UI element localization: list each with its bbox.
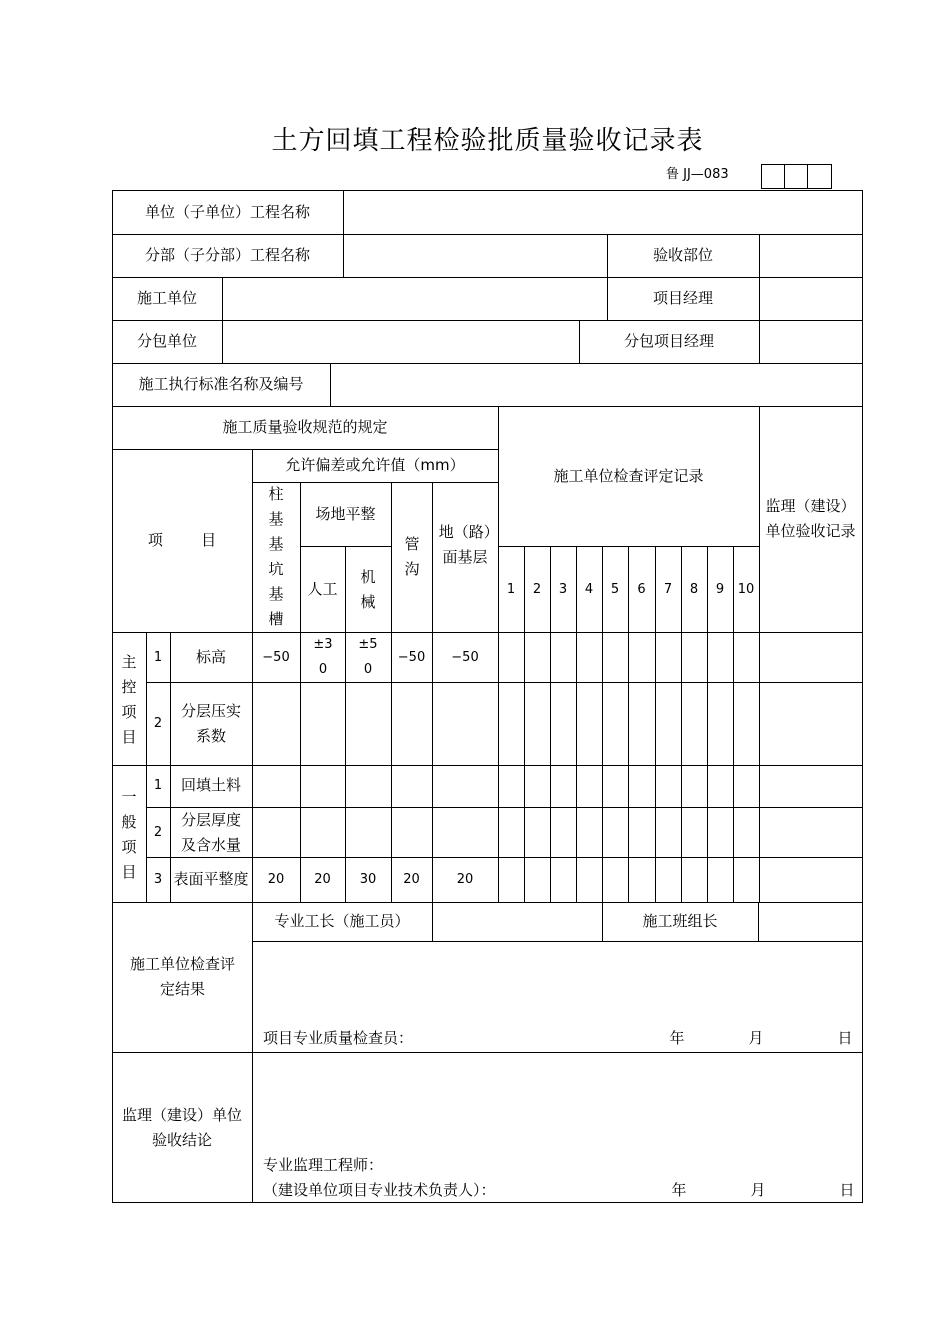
allowed-deviation-header: 允许偏差或允许值（mm） (285, 456, 465, 474)
project-manager-label: 项目经理 (652, 289, 713, 307)
day-label: 日 (839, 1181, 855, 1199)
unit-project-name-field[interactable] (344, 191, 862, 234)
acceptance-part-label: 验收部位 (652, 246, 713, 264)
row-number: 1 (153, 650, 163, 665)
check-col-number: 4 (584, 582, 594, 597)
value-cell: 20 (403, 872, 420, 887)
check-col-number: 8 (689, 582, 699, 597)
check-col-number: 6 (637, 582, 646, 597)
col-ground-header: 地（路）面基层 (438, 523, 492, 566)
value-cell: −50 (397, 650, 426, 665)
month-label: 月 (748, 1029, 764, 1047)
check-record-header: 施工单位检查评定记录 (553, 467, 704, 485)
year-label: 年 (671, 1181, 687, 1199)
construction-unit-field[interactable] (223, 278, 607, 320)
col-manual-header: 人工 (307, 580, 338, 598)
check-col-number: 9 (715, 582, 725, 597)
engineer-label: 专业监理工程师： (263, 1156, 384, 1174)
quality-spec-header: 施工质量验收规范的规定 (222, 418, 388, 436)
value-cell: 20 (267, 872, 285, 887)
general-items-label: 一般项目 (121, 788, 137, 881)
check-result-label: 施工单位检查评定结果 (130, 955, 236, 998)
supervision-record-header: 监理（建设）单位验收记录 (765, 497, 856, 540)
item-header: 项 目 (147, 531, 217, 549)
check-col-number: 2 (532, 582, 542, 597)
team-leader-label: 施工班组长 (642, 912, 718, 930)
unit-project-name-label: 单位（子单位）工程名称 (144, 203, 310, 221)
conclusion-label: 监理（建设）单位验收结论 (121, 1106, 242, 1149)
row-name: 回填土料 (180, 776, 241, 794)
row-name: 标高 (195, 648, 226, 666)
check-col-number: 3 (558, 582, 568, 597)
standard-name-label: 施工执行标准名称及编号 (138, 375, 304, 393)
value-cell: −50 (451, 650, 479, 665)
division-project-name-label: 分部（子分部）工程名称 (144, 246, 310, 264)
check-col-number: 1 (506, 582, 516, 597)
col-pipe-header: 管沟 (404, 535, 420, 578)
row-number: 2 (153, 825, 163, 840)
subcontract-project-manager-label: 分包项目经理 (623, 332, 714, 350)
subcontract-project-manager-field[interactable] (760, 321, 862, 363)
row-name: 分层压实系数 (180, 702, 241, 745)
month-label: 月 (750, 1181, 766, 1199)
col-machine-header: 机械 (360, 568, 376, 611)
row-number: 2 (153, 716, 163, 731)
page-title: 土方回填工程检验批质量验收记录表 (271, 126, 704, 156)
year-label: 年 (669, 1029, 685, 1047)
check-col-number: 5 (610, 582, 620, 597)
foreman-label: 专业工长（施工员） (274, 912, 410, 930)
standard-name-field[interactable] (331, 364, 862, 406)
col-pile-header: 柱基基坑基槽 (268, 485, 284, 628)
value-cell: −50 (262, 650, 290, 665)
division-project-name-field[interactable] (344, 235, 607, 277)
col-site-header: 场地平整 (315, 505, 376, 523)
subcontract-unit-label: 分包单位 (136, 332, 197, 350)
row-number: 3 (153, 872, 163, 887)
check-col-number: 10 (737, 582, 755, 597)
value-cell: 30 (359, 872, 377, 887)
value-cell: ±50 (358, 637, 378, 677)
main-items-label: 主控项目 (121, 653, 137, 746)
row-name: 分层厚度及含水量 (180, 811, 241, 854)
value-cell: 20 (314, 872, 331, 887)
team-leader-field[interactable] (759, 903, 862, 941)
row-number: 1 (153, 778, 163, 793)
inspector-label: 项目专业质量检查员： (263, 1029, 414, 1047)
form-code: 鲁 JJ—083 (666, 167, 729, 182)
row-name: 表面平整度 (173, 870, 249, 888)
check-col-number: 7 (663, 582, 673, 597)
acceptance-part-field[interactable] (760, 235, 862, 277)
day-label: 日 (837, 1029, 853, 1047)
value-cell: ±30 (313, 637, 333, 677)
subcontract-unit-field[interactable] (223, 321, 579, 363)
value-cell: 20 (456, 872, 474, 887)
project-manager-field[interactable] (760, 278, 862, 320)
foreman-field[interactable] (433, 903, 602, 941)
owner-rep-label: （建设单位项目专业技术负责人）： (263, 1181, 496, 1199)
construction-unit-label: 施工单位 (136, 289, 197, 307)
